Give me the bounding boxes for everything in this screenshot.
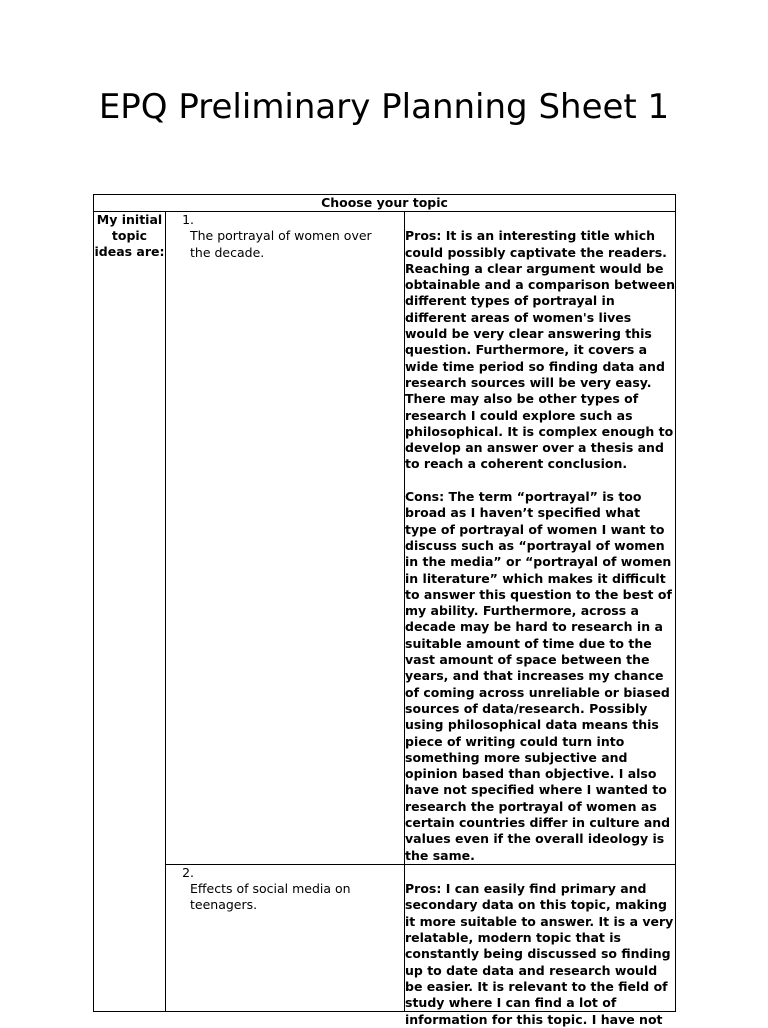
table-header-row bbox=[94, 195, 676, 212]
page-title: EPQ Preliminary Planning Sheet 1 bbox=[98, 87, 670, 127]
table-row bbox=[94, 212, 676, 865]
pros-text: Pros: I can easily find primary and secondary data on this topic, making it more suitable to answer. It is a very relatable, modern topic that is constantly being discussed so finding up to date data and research would be easier. It is relevant to the field of study where I can find a lot of information for this topic. I have not bbox=[405, 881, 674, 1027]
pros-cons-cell bbox=[405, 212, 676, 865]
topic-idea-text: The portrayal of women over the decade. bbox=[190, 228, 372, 260]
topic-idea-cell bbox=[166, 212, 405, 865]
row-label: My initial topic ideas are: bbox=[94, 212, 166, 1012]
table-row bbox=[94, 864, 676, 1011]
cons-text: Cons: The term “portrayal” is too broad as I haven’t specified what type of portrayal of women I want to discuss such as “portrayal of women in the media” or “portrayal of women in literature” which makes it difficult to answer this question to the best of my ability. Furthermore, across a decade may be hard to research in a suitable amount of time due to the vast amount of space between the years, and that increases my chance of coming across unreliable or biased sources of data/research. Possibly using philosophical data means this piece of writing could turn into something more subjective and opinion based than objective. I also have not specified where I wanted to research the portrayal of women as certain countries differ in culture and values even if the overall ideology is the same. bbox=[405, 489, 672, 863]
topic-idea-cell bbox=[166, 864, 405, 1011]
planning-table bbox=[93, 194, 676, 1027]
topic-idea-text: Effects of social media on teenagers. bbox=[190, 881, 351, 913]
table-header: Choose your topic bbox=[94, 195, 676, 212]
pros-cons-cell bbox=[405, 864, 676, 1027]
topic-number: 2. bbox=[182, 864, 194, 880]
pros-text: Pros: It is an interesting title which could possibly captivate the readers. Reaching a clear argument would be obtainable and a comparison between different types of portrayal in different areas of women's lives would be very clear answering this question. Furthermore, it covers a wide time period so finding data and research sources will be very easy. There may also be other types of research I could explore such as philosophical. It is complex enough to develop an answer over a thesis and to reach a coherent conclusion. bbox=[405, 228, 675, 472]
topic-number: 1. bbox=[182, 212, 194, 227]
